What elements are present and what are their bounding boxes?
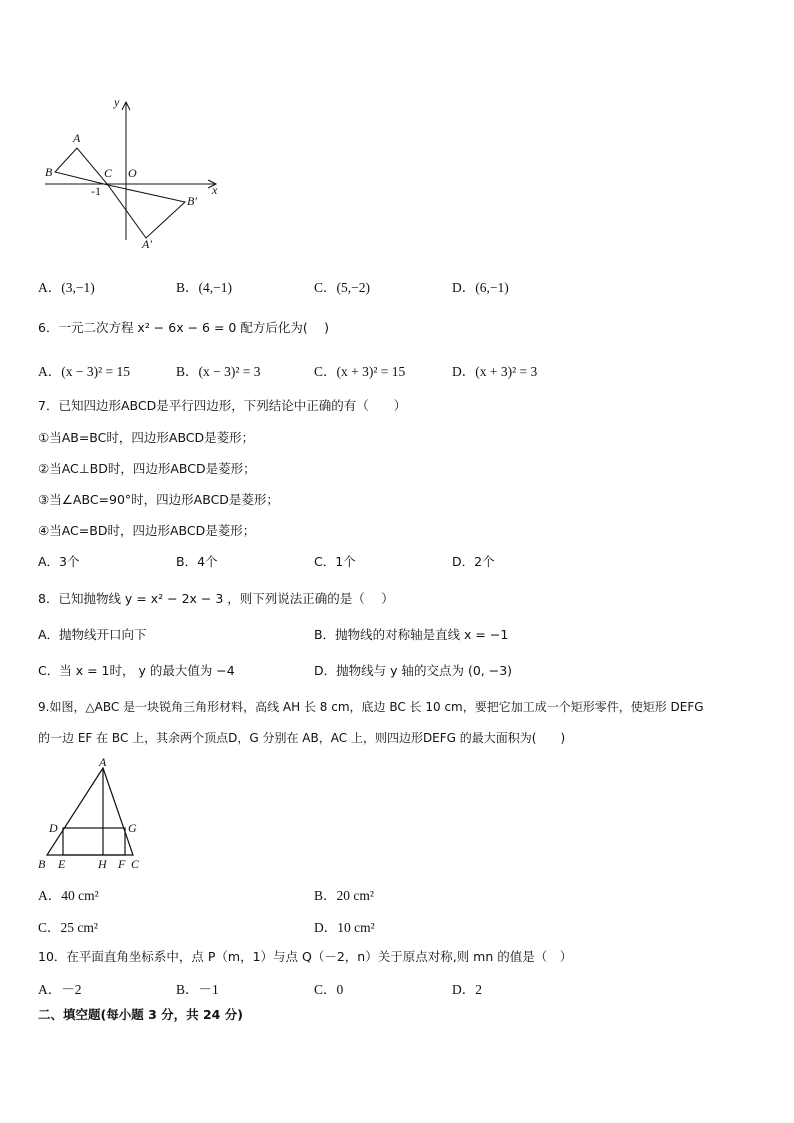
q8-stem: 8．已知抛物线 y = x² − 2x − 3 ，则下列说法正确的是（ ） <box>38 591 394 606</box>
label-c: C <box>104 166 113 180</box>
coordinate-figure <box>30 90 230 250</box>
q7-stem: 7．已知四边形ABCD是平行四边形，下列结论中正确的有（ ） <box>38 398 407 413</box>
q7-option-c[interactable]: C．1个 <box>314 554 356 569</box>
q6-option-a[interactable]: A．(x − 3)² = 15 <box>38 364 131 379</box>
q5-option-c[interactable]: C．(5,−2) <box>314 280 370 295</box>
triangle-abc <box>47 768 133 855</box>
q5-option-d[interactable]: D．(6,−1) <box>452 280 509 295</box>
q9-option-a[interactable]: A．40 cm² <box>38 888 99 903</box>
q9-stem-line2: 的一边 EF 在 BC 上，其余两个顶点D，G 分别在 AB，AC 上，则四边形DEFG 的最大面积为( ) <box>38 731 566 745</box>
q10-stem: 10．在平面直角坐标系中，点 P（m，1）与点 Q（－2，n）关于原点对称,则 mn 的值是（ ） <box>38 949 573 964</box>
label-d: D <box>49 821 58 835</box>
label-neg1: -1 <box>91 184 101 198</box>
label-a: A <box>73 131 81 145</box>
label-f: F <box>118 857 126 871</box>
q9-option-c[interactable]: C．25 cm² <box>38 920 98 935</box>
q7-item-3: ③当∠ABC=90°时，四边形ABCD是菱形； <box>38 492 279 507</box>
q8-option-d[interactable]: D．抛物线与 y 轴的交点为 (0, −3) <box>314 663 513 678</box>
q7-item-1: ①当AB=BC时，四边形ABCD是菱形； <box>38 430 255 445</box>
q10-option-a[interactable]: A．－2 <box>38 982 82 997</box>
q7-item-4: ④当AC=BD时，四边形ABCD是菱形； <box>38 523 256 538</box>
label-g: G <box>128 821 137 835</box>
q5-option-b[interactable]: B．(4,−1) <box>176 280 232 295</box>
triangle-abc-prime <box>108 185 185 238</box>
q7-option-b[interactable]: B．4个 <box>176 554 218 569</box>
label-o: O <box>128 166 137 180</box>
label-b: B <box>38 857 46 871</box>
triangle-abc <box>55 148 108 185</box>
q9-option-b[interactable]: B．20 cm² <box>314 888 374 903</box>
q7-item-2: ②当AC⊥BD时，四边形ABCD是菱形； <box>38 461 256 476</box>
q7-option-a[interactable]: A．3个 <box>38 554 80 569</box>
q10-option-c[interactable]: C．0 <box>314 982 344 997</box>
rectangle-defg <box>63 828 125 855</box>
q10-option-d[interactable]: D．2 <box>452 982 482 997</box>
label-h: H <box>98 857 107 871</box>
label-b-prime: B′ <box>187 194 197 208</box>
q8-option-b[interactable]: B．抛物线的对称轴是直线 x = −1 <box>314 627 509 642</box>
q6-option-b[interactable]: B．(x − 3)² = 3 <box>176 364 261 379</box>
label-e: E <box>58 857 66 871</box>
q6-option-c[interactable]: C．(x + 3)² = 15 <box>314 364 406 379</box>
label-c: C <box>131 857 140 871</box>
q6-option-d[interactable]: D．(x + 3)² = 3 <box>452 364 538 379</box>
label-a-prime: A′ <box>142 237 152 250</box>
q9-stem-line1: 9.如图，△ABC 是一块锐角三角形材料，高线 AH 长 8 cm，底边 BC 长 10 cm，要把它加工成一个矩形零件，使矩形 DEFG <box>38 700 704 714</box>
q6-stem: 6．一元二次方程 x² − 6x − 6 = 0 配方后化为( ) <box>38 320 330 335</box>
q10-option-b[interactable]: B．－1 <box>176 982 219 997</box>
label-a: A <box>99 755 107 769</box>
q5-option-a[interactable]: A．(3,−1) <box>38 280 95 295</box>
label-x-axis: x <box>212 183 218 197</box>
q8-option-c[interactable]: C．当 x = 1时， y 的最大值为 −4 <box>38 663 235 678</box>
section-heading: 二、填空题(每小题 3 分，共 24 分) <box>38 1007 243 1022</box>
q9-option-d[interactable]: D．10 cm² <box>314 920 375 935</box>
triangle-rectangle-figure <box>30 755 160 875</box>
q8-option-a[interactable]: A．抛物线开口向下 <box>38 627 147 642</box>
q7-option-d[interactable]: D．2个 <box>452 554 495 569</box>
label-y-axis: y <box>114 95 120 109</box>
label-b: B <box>45 165 53 179</box>
